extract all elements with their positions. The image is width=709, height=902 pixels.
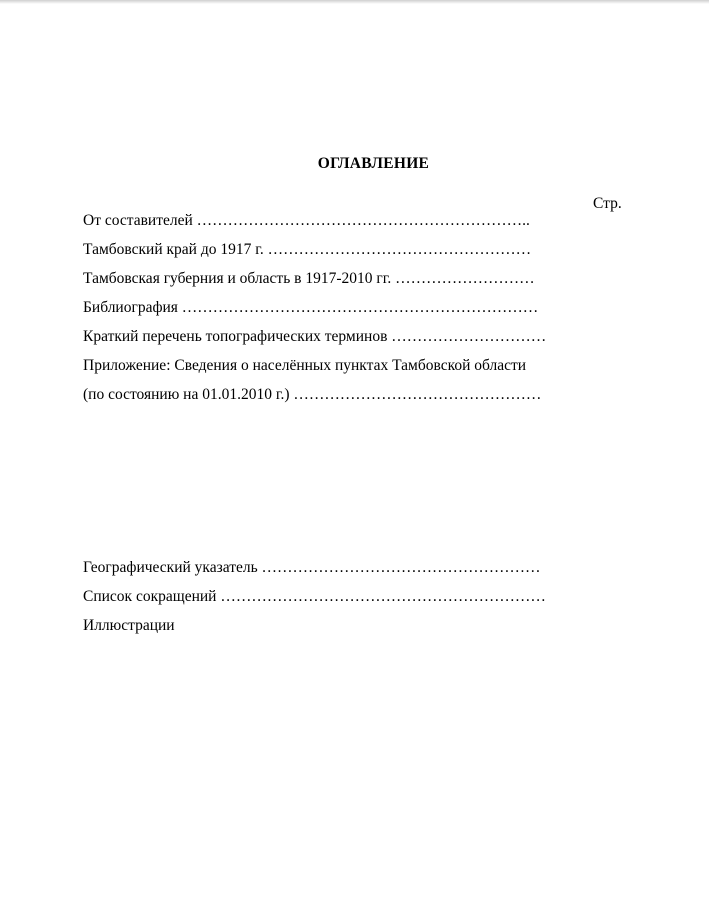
toc-entry-geographic-index: Географический указатель ……………………………………………… <box>83 559 541 576</box>
toc-title: ОГЛАВЛЕНИЕ <box>317 155 430 172</box>
toc-entry-abbreviations: Список сокращений ……………………………………………………… <box>83 588 546 605</box>
toc-entry-appendix-continued: (по состоянию на 01.01.2010 г.) ………………………………………… <box>83 386 542 403</box>
toc-entry-tambov-province-1917-2010: Тамбовская губерния и область в 1917-2010 гг. ……………………… <box>83 270 535 287</box>
toc-entry-from-compilers: От составителей ……………………………………………………….. <box>83 212 530 229</box>
toc-entry-appendix: Приложение: Сведения о населённых пунктах Тамбовской области <box>83 357 527 374</box>
page-top-shadow <box>0 0 709 4</box>
toc-entry-bibliography: Библиография …………………………………………………………… <box>83 299 539 316</box>
toc-entry-topographic-terms: Краткий перечень топографических терминов ………………………… <box>83 328 547 345</box>
toc-entry-illustrations: Иллюстрации <box>83 617 175 634</box>
page-column-header: Стр. <box>593 195 622 212</box>
toc-entry-tambov-region-before-1917: Тамбовский край до 1917 г. …………………………………………… <box>83 241 532 258</box>
